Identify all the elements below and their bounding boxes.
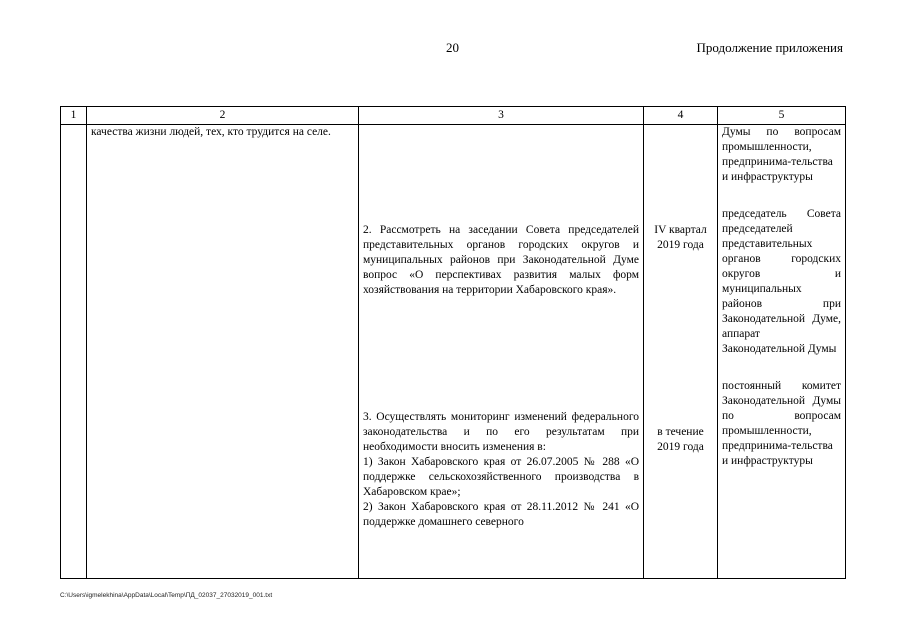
action-item-3-intro: 3. Осуществлять мониторинг изменений федерального законодательства и по его результатам при необходимости вносить изменения в: bbox=[363, 411, 639, 453]
column-header-1: 1 bbox=[61, 107, 87, 125]
action-item-3-law-1: 1) Закон Хабаровского края от 26.07.2005 № 288 «О поддержке сельскохозяйственного производства в Хабаровском крае»; bbox=[363, 456, 639, 498]
column-header-4: 4 bbox=[644, 107, 718, 125]
term-item-2: IV квартал 2019 года bbox=[654, 224, 707, 251]
file-path-footer: C:\Users\igmelekhina\AppData\Local\Temp\ПД_02037_27032019_001.txt bbox=[60, 592, 273, 599]
responsible-previous: Думы по вопросам промышленности, предпринима-тельства и инфраструктуры bbox=[722, 126, 841, 183]
appendix-table bbox=[60, 106, 846, 579]
responsible-item-2: председатель Совета председателей представительных органов городских округов и муниципальных районов при Законодательной Думе, аппарат Законодательной Думы bbox=[722, 208, 841, 355]
action-item-3-law-2: 2) Закон Хабаровского края от 28.11.2012 № 241 «О поддержке домашнего северного bbox=[363, 501, 639, 528]
responsible-item-3: постоянный комитет Законодательной Думы по вопросам промышленности, предпринима-тельства и инфраструктуры bbox=[722, 380, 841, 467]
column-header-3: 3 bbox=[359, 107, 644, 125]
cell-number bbox=[61, 125, 87, 579]
action-item-2: 2. Рассмотреть на заседании Совета председателей представительных органов городских округов и муниципальных районов при Законодательной Думе вопрос «О перспективах развития малых форм хозяйствования на территории Хабаровского края». bbox=[363, 224, 639, 296]
page-number: 20 bbox=[446, 40, 459, 55]
continuation-header: Продолжение приложения bbox=[696, 40, 843, 55]
table-row bbox=[61, 125, 846, 579]
goal-text: качества жизни людей, тех, кто трудится на селе. bbox=[91, 126, 331, 138]
cell-goal bbox=[87, 125, 359, 579]
cell-terms bbox=[644, 125, 718, 579]
terms-spacer bbox=[648, 125, 713, 223]
column-header-5: 5 bbox=[718, 107, 846, 125]
actions-spacer bbox=[363, 125, 639, 223]
cell-responsible bbox=[718, 125, 846, 579]
cell-actions bbox=[359, 125, 644, 579]
term-item-3: в течение 2019 года bbox=[657, 426, 704, 453]
table-header-row bbox=[61, 107, 846, 125]
column-header-2: 2 bbox=[87, 107, 359, 125]
